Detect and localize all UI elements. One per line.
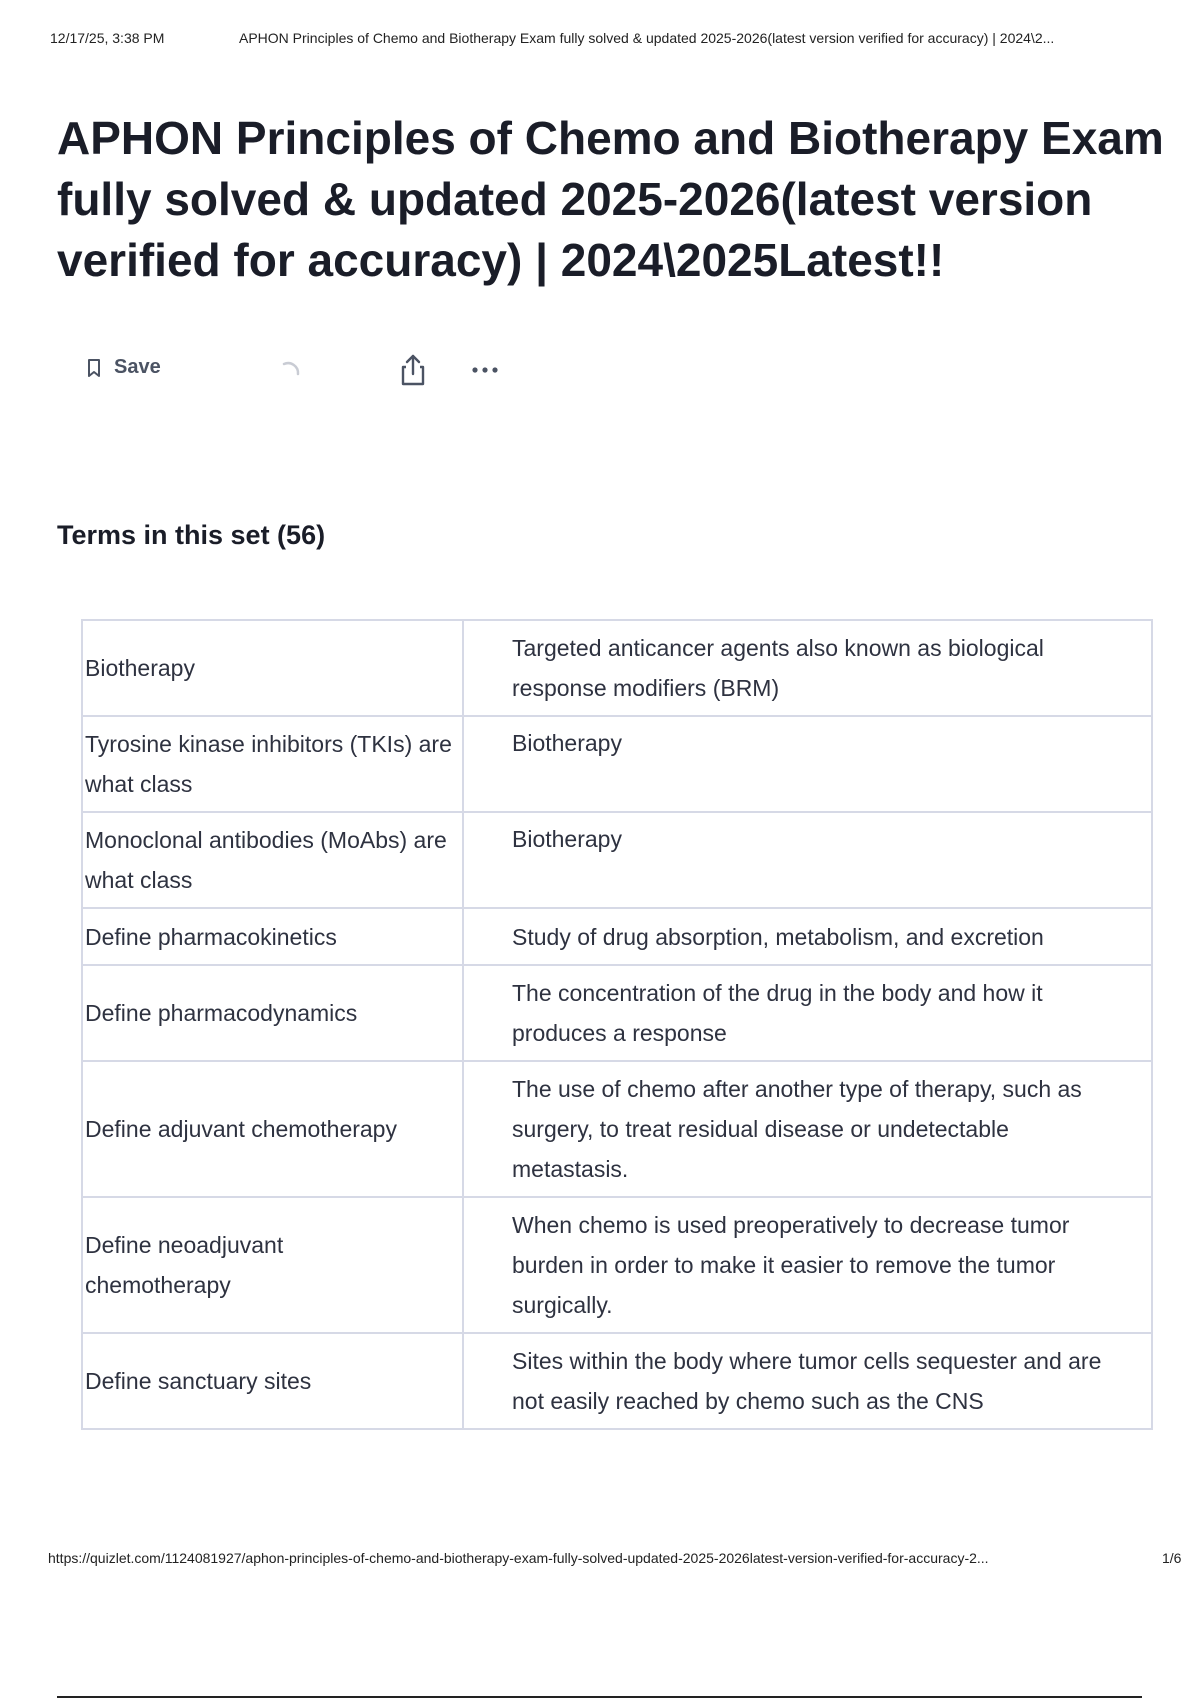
term-cell: Define neoadjuvant chemotherapy [82, 1197, 463, 1333]
print-datetime: 12/17/25, 3:38 PM [50, 30, 165, 46]
term-cell: Define pharmacodynamics [82, 965, 463, 1061]
terms-table [81, 619, 1153, 1430]
more-icon[interactable] [470, 365, 500, 375]
page-indicator: 1/6 [1162, 1550, 1182, 1566]
print-url: https://quizlet.com/1124081927/aphon-principles-of-chemo-and-biotherapy-exam-fully-solved-updated-2025-2026latest-version-verified-for-accuracy-2... [48, 1550, 989, 1566]
page-divider [57, 1696, 1142, 1698]
page-title: APHON Principles of Chemo and Biotherapy Exam fully solved & updated 2025-2026(latest version verified for accuracy) | 2024\2025Latest!! [57, 112, 1164, 286]
definition-cell: The concentration of the drug in the body and how it produces a response [463, 965, 1152, 1061]
table-row[interactable] [82, 812, 1152, 908]
definition-cell: Study of drug absorption, metabolism, and excretion [463, 908, 1152, 965]
save-button-label: Save [114, 356, 161, 378]
definition-cell: Targeted anticancer agents also known as biological response modifiers (BRM) [463, 620, 1152, 716]
table-row[interactable] [82, 620, 1152, 716]
term-cell: Monoclonal antibodies (MoAbs) are what class [82, 812, 463, 908]
table-row[interactable] [82, 1197, 1152, 1333]
definition-cell: When chemo is used preoperatively to decrease tumor burden in order to make it easier to remove the tumor surgically. [463, 1197, 1152, 1333]
term-cell: Define pharmacokinetics [82, 908, 463, 965]
loading-spinner-icon [276, 358, 304, 386]
bookmark-icon [86, 358, 102, 378]
term-cell: Define sanctuary sites [82, 1333, 463, 1429]
term-cell: Biotherapy [82, 620, 463, 716]
definition-cell: Sites within the body where tumor cells sequester and are not easily reached by chemo such as the CNS [463, 1333, 1152, 1429]
definition-cell: Biotherapy [463, 716, 1152, 812]
term-cell: Define adjuvant chemotherapy [82, 1061, 463, 1197]
table-row[interactable] [82, 965, 1152, 1061]
table-row[interactable] [82, 1333, 1152, 1429]
definition-cell: Biotherapy [463, 812, 1152, 908]
table-row[interactable] [82, 1061, 1152, 1197]
term-cell: Tyrosine kinase inhibitors (TKIs) are what class [82, 716, 463, 812]
share-icon[interactable] [398, 353, 428, 387]
print-doc-title: APHON Principles of Chemo and Biotherapy Exam fully solved & updated 2025-2026(latest version verified for accuracy) | 2024\2... [239, 30, 1055, 46]
table-row[interactable] [82, 908, 1152, 965]
terms-heading: Terms in this set (56) [57, 520, 326, 550]
definition-cell: The use of chemo after another type of therapy, such as surgery, to treat residual disease or undetectable metastasis. [463, 1061, 1152, 1197]
table-row[interactable] [82, 716, 1152, 812]
save-button[interactable] [86, 356, 161, 379]
